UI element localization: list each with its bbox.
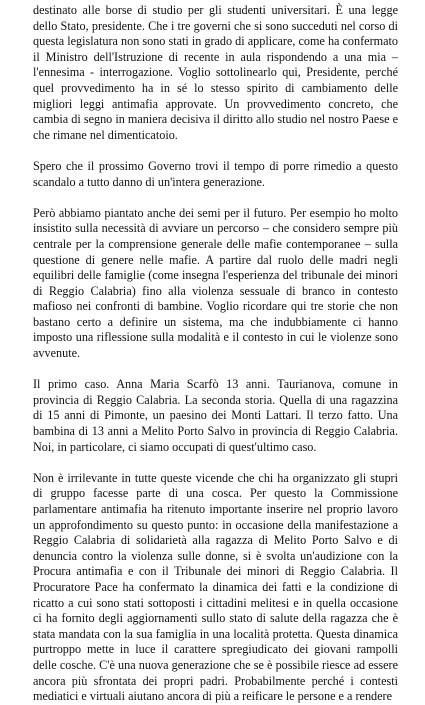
paragraph-tre-casi: Il primo caso. Anna Maria Scarfò 13 anni. Taurianova, comune in provincia di Reggio Calabria. La seconda storia. Quella di una ragazzina di 15 anni di Pimonte, un paesino dei Monti Lattari. Il terzo fatto. Una bambina di 13 anni a Melito Porto Salvo in provincia di Reggio Calabria. Noi, in particolare, ci siamo occupati di quest'ultimo caso. <box>33 377 398 454</box>
paragraph-questione-di-genere: Però abbiamo piantato anche dei semi per il futuro. Per esempio ho molto insistito sulla necessità di avviare un percorso – che considero sempre più centrale per la comprensione generale delle mafie contemporanee – sulla questione di genere nelle mafie. A partire dal ruolo delle madri negli equilibri delle famiglie (come insegna l'esperienza del tribunale dei minori di Reggio Calabria) fino alla violenza sessuale di branco in contesto mafioso nei confronti di bambine. Voglio ricordare qui tre storie che non bastano certo a definire un sistema, ma che indubbiamente ci hanno imposto una riflessione sulla modalità e il contesto in cui le violenze sono avvenute. <box>33 205 398 361</box>
paragraph-borse-di-studio: destinato alle borse di studio per gli studenti universitari. È una legge dello Stato, presidente. Che i tre governi che si sono succeduti nel corso di questa legislatura non sono stati in grado di applicare, come ha confermato il Ministro dell'Istruzione di recente in aula rispondendo a una mia – l'ennesima - interrogazione. Voglio sottolinearlo qui, Presidente, perché quel provvedimento ha in sé lo stesso spirito di cambiamento delle migliori leggi antimafia approvate. Un provvedimento concreto, che cambia di segno in maniera decisiva il diritto allo studio nel nostro Paese e che rimane nel dimenticatoio. <box>33 3 398 142</box>
paragraph-prossimo-governo: Spero che il prossimo Governo trovi il tempo di porre rimedio a questo scandalo a tutto danno di un'intera generazione. <box>33 158 398 189</box>
paragraph-stupri-di-gruppo: Non è irrilevante in tutte queste vicende che chi ha organizzato gli stupri di gruppo facesse parte di una cosca. Per questo la Commissione parlamentare antimafia ha ritenuto importante inserire nel proprio lavoro un approfondimento su questo punto: in occasione della manifestazione a Reggio Calabria di solidarietà alla ragazza di Melito Porto Salvo e di denuncia contro la violenza sulle donne, si è svolta un'audizione con la Procura antimafia e con il Tribunale dei minori di Reggio Calabria. Il Procuratore Pace ha confermato la dinamica dei fatti e la condizione di ricatto a cui sono stati sottoposti i cittadini melitesi e in quella occasione ci ha fornito degli aggiornamenti sullo stato di salute della ragazza che è stata mandata con la sua famiglia in una località protetta. Questa dinamica purtroppo mette in luce il carattere spregiudicato dei giovani rampolli delle cosche. C'è una nuova generazione che se è possibile riesce ad essere ancora più sfrontata dei propri padri. Probabilmente perché i contesti mediatici e virtuali aiutano ancora di più a reificare le persone e a rendere <box>33 470 398 704</box>
